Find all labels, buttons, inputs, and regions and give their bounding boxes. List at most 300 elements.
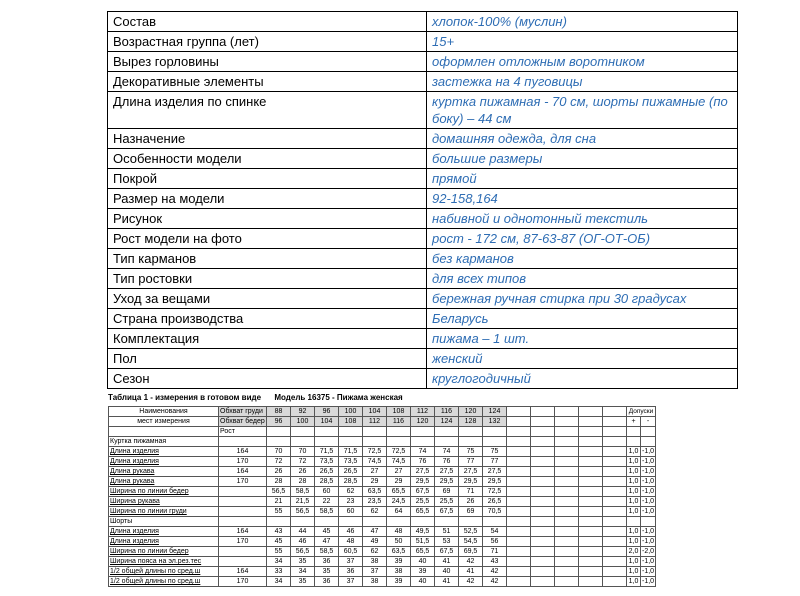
spec-row — [108, 12, 738, 32]
measure-value: 39 — [411, 567, 435, 577]
measure-value: 40 — [435, 567, 459, 577]
measure-value: 63,5 — [363, 487, 387, 497]
measure-value: 42 — [459, 557, 483, 567]
empty-cell — [531, 527, 555, 537]
empty-cell — [411, 517, 435, 527]
empty-cell — [603, 417, 627, 427]
measure-value: 75 — [483, 447, 507, 457]
empty-cell — [641, 517, 656, 527]
measure-value: 23 — [339, 497, 363, 507]
hip-size: 112 — [363, 417, 387, 427]
hip-size: 104 — [315, 417, 339, 427]
chest-size: 88 — [267, 407, 291, 417]
measure-value: 74 — [411, 447, 435, 457]
measure-value: 50 — [387, 537, 411, 547]
empty-cell — [603, 467, 627, 477]
measure-value: 35 — [315, 567, 339, 577]
empty-cell — [435, 427, 459, 437]
measure-value: 27 — [363, 467, 387, 477]
hip-size: 128 — [459, 417, 483, 427]
measure-value: 36 — [315, 557, 339, 567]
spec-row — [108, 249, 738, 269]
spec-value: Беларусь — [427, 309, 738, 329]
measure-name: Длина изделия — [109, 537, 219, 547]
empty-cell — [555, 567, 579, 577]
empty-cell — [315, 427, 339, 437]
hip-size: 124 — [435, 417, 459, 427]
measure-value: 74,5 — [387, 457, 411, 467]
spec-label: Декоративные элементы — [108, 72, 427, 92]
hip-size: 120 — [411, 417, 435, 427]
empty-cell — [531, 407, 555, 417]
empty-cell — [507, 527, 531, 537]
tolerance-plus-value: 2,0 — [627, 547, 641, 557]
measure-value: 76 — [435, 457, 459, 467]
measure-value: 25,5 — [435, 497, 459, 507]
tolerance-plus-value: 1,0 — [627, 527, 641, 537]
measure-value: 54,5 — [459, 537, 483, 547]
spec-label: Назначение — [108, 129, 427, 149]
empty-cell — [219, 437, 267, 447]
empty-cell — [579, 527, 603, 537]
height-value: 164 — [219, 447, 267, 457]
tolerance-plus-value: 1,0 — [627, 567, 641, 577]
measure-value: 75 — [459, 447, 483, 457]
empty-cell — [507, 487, 531, 497]
table-row — [109, 467, 656, 477]
empty-cell — [109, 427, 219, 437]
measure-value: 22 — [315, 497, 339, 507]
measure-value: 36 — [339, 567, 363, 577]
empty-cell — [531, 557, 555, 567]
spec-label: Возрастная группа (лет) — [108, 32, 427, 52]
empty-cell — [507, 537, 531, 547]
empty-cell — [531, 417, 555, 427]
empty-cell — [555, 577, 579, 587]
empty-cell — [603, 437, 627, 447]
hip-size: 108 — [339, 417, 363, 427]
measure-value: 35 — [291, 577, 315, 587]
empty-cell — [387, 427, 411, 437]
spec-row — [108, 289, 738, 309]
measure-value: 38 — [363, 577, 387, 587]
measure-value: 26 — [267, 467, 291, 477]
tolerance-minus: - — [641, 417, 656, 427]
empty-cell — [459, 517, 483, 527]
empty-cell — [579, 427, 603, 437]
empty-cell — [579, 577, 603, 587]
table-row — [109, 577, 656, 587]
measure-value: 33 — [267, 567, 291, 577]
empty-cell — [531, 507, 555, 517]
measure-value: 37 — [339, 557, 363, 567]
measure-value: 36 — [315, 577, 339, 587]
measure-value: 27,5 — [483, 467, 507, 477]
tolerance-plus: + — [627, 417, 641, 427]
empty-cell — [555, 497, 579, 507]
spec-row — [108, 129, 738, 149]
spec-row — [108, 309, 738, 329]
height-header: Рост — [219, 427, 267, 437]
measurement-sheet-title — [108, 393, 403, 402]
empty-cell — [579, 487, 603, 497]
measure-value: 48 — [339, 537, 363, 547]
height-value — [219, 497, 267, 507]
empty-cell — [641, 427, 656, 437]
empty-cell — [603, 547, 627, 557]
tolerance-minus-value: -1,0 — [642, 488, 655, 495]
empty-cell — [387, 437, 411, 447]
empty-cell — [507, 497, 531, 507]
tolerance-minus-value: -1,0 — [642, 478, 655, 485]
empty-cell — [507, 507, 531, 517]
measure-name: Ширина по линии груди — [109, 507, 219, 517]
empty-cell — [555, 457, 579, 467]
section-title: Шорты — [109, 517, 219, 527]
chest-size: 108 — [387, 407, 411, 417]
measure-name: Длина изделия — [109, 527, 219, 537]
spec-row — [108, 32, 738, 52]
measure-value: 77 — [483, 457, 507, 467]
spec-value: набивной и однотонный текстиль — [427, 209, 738, 229]
chest-size: 92 — [291, 407, 315, 417]
spec-label: Рисунок — [108, 209, 427, 229]
spec-label: Уход за вещами — [108, 289, 427, 309]
tolerance-plus-value: 1,0 — [627, 467, 641, 477]
measure-value: 28,5 — [339, 477, 363, 487]
measure-value: 56 — [483, 537, 507, 547]
spec-value: круглогодичный — [427, 369, 738, 389]
empty-cell — [603, 577, 627, 587]
empty-cell — [267, 437, 291, 447]
measure-value: 41 — [459, 567, 483, 577]
height-value — [219, 557, 267, 567]
measure-value: 48 — [387, 527, 411, 537]
empty-cell — [555, 427, 579, 437]
empty-cell — [483, 427, 507, 437]
empty-cell — [603, 567, 627, 577]
spec-row — [108, 269, 738, 289]
spec-value: 15+ — [427, 32, 738, 52]
measure-value: 28,5 — [315, 477, 339, 487]
empty-cell — [603, 527, 627, 537]
empty-cell — [555, 557, 579, 567]
measure-value: 26,5 — [339, 467, 363, 477]
empty-cell — [531, 427, 555, 437]
empty-cell — [531, 497, 555, 507]
chest-size: 120 — [459, 407, 483, 417]
empty-cell — [339, 427, 363, 437]
measure-value: 70 — [267, 447, 291, 457]
measure-value: 56,5 — [267, 487, 291, 497]
height-value: 164 — [219, 567, 267, 577]
measure-value: 62 — [363, 547, 387, 557]
spec-label: Сезон — [108, 369, 427, 389]
empty-cell — [579, 467, 603, 477]
measure-value: 34 — [291, 567, 315, 577]
hip-size: 100 — [291, 417, 315, 427]
measure-value: 64 — [387, 507, 411, 517]
measure-value: 49,5 — [411, 527, 435, 537]
measure-value: 42 — [483, 577, 507, 587]
spec-row — [108, 329, 738, 349]
empty-cell — [531, 547, 555, 557]
spec-label: Размер на модели — [108, 189, 427, 209]
measure-value: 60 — [339, 507, 363, 517]
spec-value: 92-158,164 — [427, 189, 738, 209]
spec-row — [108, 349, 738, 369]
empty-cell — [507, 467, 531, 477]
measure-value: 60 — [315, 487, 339, 497]
empty-cell — [411, 427, 435, 437]
empty-cell — [603, 477, 627, 487]
empty-cell — [363, 427, 387, 437]
name-header: мест измерения — [109, 417, 219, 427]
spec-label: Пол — [108, 349, 427, 369]
spec-label: Тип карманов — [108, 249, 427, 269]
measure-value: 49 — [363, 537, 387, 547]
empty-cell — [579, 537, 603, 547]
measure-value: 28 — [291, 477, 315, 487]
measure-value: 71 — [459, 487, 483, 497]
measure-value: 77 — [459, 457, 483, 467]
empty-cell — [555, 467, 579, 477]
height-value: 170 — [219, 457, 267, 467]
empty-cell — [603, 537, 627, 547]
empty-cell — [507, 407, 531, 417]
empty-cell — [603, 427, 627, 437]
empty-cell — [531, 537, 555, 547]
measure-value: 35 — [291, 557, 315, 567]
empty-cell — [531, 447, 555, 457]
spec-label: Длина изделия по спинке — [108, 92, 427, 129]
measure-value: 21,5 — [291, 497, 315, 507]
measure-value: 74,5 — [363, 457, 387, 467]
table-row — [109, 547, 656, 557]
tolerance-minus-value: -1,0 — [642, 448, 655, 455]
empty-cell — [603, 457, 627, 467]
measure-value: 29,5 — [483, 477, 507, 487]
tolerance-minus-value: -1,0 — [642, 558, 655, 565]
measure-value: 52,5 — [459, 527, 483, 537]
measure-value: 55 — [267, 547, 291, 557]
empty-cell — [435, 437, 459, 447]
empty-cell — [627, 427, 641, 437]
name-header: Наименования — [109, 407, 219, 417]
empty-cell — [507, 577, 531, 587]
measure-value: 29,5 — [435, 477, 459, 487]
empty-cell — [531, 567, 555, 577]
measure-value: 73,5 — [315, 457, 339, 467]
tolerance-plus-value: 1,0 — [627, 577, 641, 587]
table-row — [109, 517, 656, 527]
spec-row — [108, 72, 738, 92]
measure-value: 39 — [387, 557, 411, 567]
measure-value: 60,5 — [339, 547, 363, 557]
spec-value: оформлен отложным воротником — [427, 52, 738, 72]
measure-value: 58,5 — [291, 487, 315, 497]
measure-value: 69,5 — [459, 547, 483, 557]
empty-cell — [641, 437, 656, 447]
tolerance-header: Допуски — [627, 407, 656, 417]
measure-value: 71,5 — [315, 447, 339, 457]
empty-cell — [555, 447, 579, 457]
empty-cell — [579, 447, 603, 457]
measure-value: 38 — [363, 557, 387, 567]
measure-name: Ширина по линии бедер — [109, 487, 219, 497]
empty-cell — [531, 477, 555, 487]
measure-value: 43 — [483, 557, 507, 567]
hip-size: 96 — [267, 417, 291, 427]
empty-cell — [387, 517, 411, 527]
measure-value: 29,5 — [459, 477, 483, 487]
empty-cell — [603, 557, 627, 567]
empty-cell — [291, 437, 315, 447]
spec-value: для всех типов — [427, 269, 738, 289]
empty-cell — [531, 457, 555, 467]
spec-row — [108, 229, 738, 249]
tolerance-minus-value: -1,0 — [642, 508, 655, 515]
empty-cell — [579, 567, 603, 577]
table-row — [109, 557, 656, 567]
empty-cell — [579, 437, 603, 447]
measure-value: 44 — [291, 527, 315, 537]
measure-value: 27,5 — [459, 467, 483, 477]
empty-cell — [579, 497, 603, 507]
empty-cell — [339, 437, 363, 447]
sheet-model-text: Модель 16375 - Пижама женская — [274, 393, 403, 402]
measure-value: 47 — [315, 537, 339, 547]
empty-cell — [507, 547, 531, 557]
spec-label: Тип ростовки — [108, 269, 427, 289]
empty-cell — [555, 517, 579, 527]
empty-cell — [219, 517, 267, 527]
spec-row — [108, 52, 738, 72]
empty-cell — [579, 507, 603, 517]
empty-cell — [603, 407, 627, 417]
measure-value: 26,5 — [315, 467, 339, 477]
measure-value: 53 — [435, 537, 459, 547]
chest-size: 116 — [435, 407, 459, 417]
measure-value: 67,5 — [435, 547, 459, 557]
chest-size: 124 — [483, 407, 507, 417]
measure-name: 1/2 общей длины по сред.ш — [109, 577, 219, 587]
tolerance-plus-value: 1,0 — [627, 447, 641, 457]
empty-cell — [555, 487, 579, 497]
measure-value: 42 — [459, 577, 483, 587]
empty-cell — [483, 517, 507, 527]
table-row — [109, 447, 656, 457]
height-value: 170 — [219, 477, 267, 487]
measure-value: 72,5 — [483, 487, 507, 497]
empty-cell — [411, 437, 435, 447]
empty-cell — [459, 427, 483, 437]
table-row — [109, 457, 656, 467]
empty-cell — [315, 437, 339, 447]
measure-value: 72 — [267, 457, 291, 467]
measure-name: Длина изделия — [109, 457, 219, 467]
empty-cell — [579, 517, 603, 527]
spec-row — [108, 169, 738, 189]
empty-cell — [603, 487, 627, 497]
measure-value: 54 — [483, 527, 507, 537]
tolerance-minus-value: -1,0 — [642, 468, 655, 475]
height-value: 170 — [219, 537, 267, 547]
table-row — [109, 437, 656, 447]
tolerance-plus-value: 1,0 — [627, 477, 641, 487]
empty-cell — [459, 437, 483, 447]
measure-value: 51 — [435, 527, 459, 537]
measure-value: 26,5 — [483, 497, 507, 507]
measure-value: 29 — [387, 477, 411, 487]
empty-cell — [507, 557, 531, 567]
empty-cell — [579, 457, 603, 467]
empty-cell — [555, 547, 579, 557]
empty-cell — [507, 417, 531, 427]
empty-cell — [507, 427, 531, 437]
measure-value: 63,5 — [387, 547, 411, 557]
spec-value: куртка пижамная - 70 см, шорты пижамные (по боку) – 44 см — [427, 92, 738, 129]
measure-value: 27,5 — [411, 467, 435, 477]
height-value: 164 — [219, 527, 267, 537]
measure-name: 1/2 общей длины по сред.ш — [109, 567, 219, 577]
hips-label: Обхват бедер — [220, 418, 265, 425]
measure-value: 51,5 — [411, 537, 435, 547]
table-row — [109, 497, 656, 507]
empty-cell — [267, 517, 291, 527]
spec-value: прямой — [427, 169, 738, 189]
empty-cell — [339, 517, 363, 527]
table-row — [109, 567, 656, 577]
tolerance-plus-value: 1,0 — [627, 497, 641, 507]
empty-cell — [603, 447, 627, 457]
measure-value: 69 — [435, 487, 459, 497]
empty-cell — [555, 507, 579, 517]
measure-value: 45 — [315, 527, 339, 537]
spec-value: застежка на 4 пуговицы — [427, 72, 738, 92]
measure-name: Ширина по линии бедер — [109, 547, 219, 557]
measure-value: 41 — [435, 557, 459, 567]
spec-row — [108, 149, 738, 169]
measure-name: Ширина рукава — [109, 497, 219, 507]
empty-cell — [507, 457, 531, 467]
measure-value: 21 — [267, 497, 291, 507]
measure-value: 27,5 — [435, 467, 459, 477]
measure-value: 72,5 — [387, 447, 411, 457]
spec-value: домашняя одежда, для сна — [427, 129, 738, 149]
empty-cell — [507, 437, 531, 447]
product-spec-table — [107, 11, 738, 389]
empty-cell — [555, 527, 579, 537]
empty-cell — [363, 437, 387, 447]
measure-value: 38 — [387, 567, 411, 577]
measure-value: 56,5 — [291, 547, 315, 557]
measure-value: 26 — [291, 467, 315, 477]
measure-value: 71 — [483, 547, 507, 557]
height-value — [219, 547, 267, 557]
empty-cell — [531, 467, 555, 477]
measure-value: 29 — [363, 477, 387, 487]
measure-value: 43 — [267, 527, 291, 537]
empty-cell — [531, 487, 555, 497]
empty-cell — [315, 517, 339, 527]
table-row — [109, 407, 656, 417]
spec-value: пижама – 1 шт. — [427, 329, 738, 349]
spec-label: Состав — [108, 12, 427, 32]
table-row — [109, 427, 656, 437]
tolerance-plus-value: 1,0 — [627, 457, 641, 467]
measure-value: 40 — [411, 557, 435, 567]
